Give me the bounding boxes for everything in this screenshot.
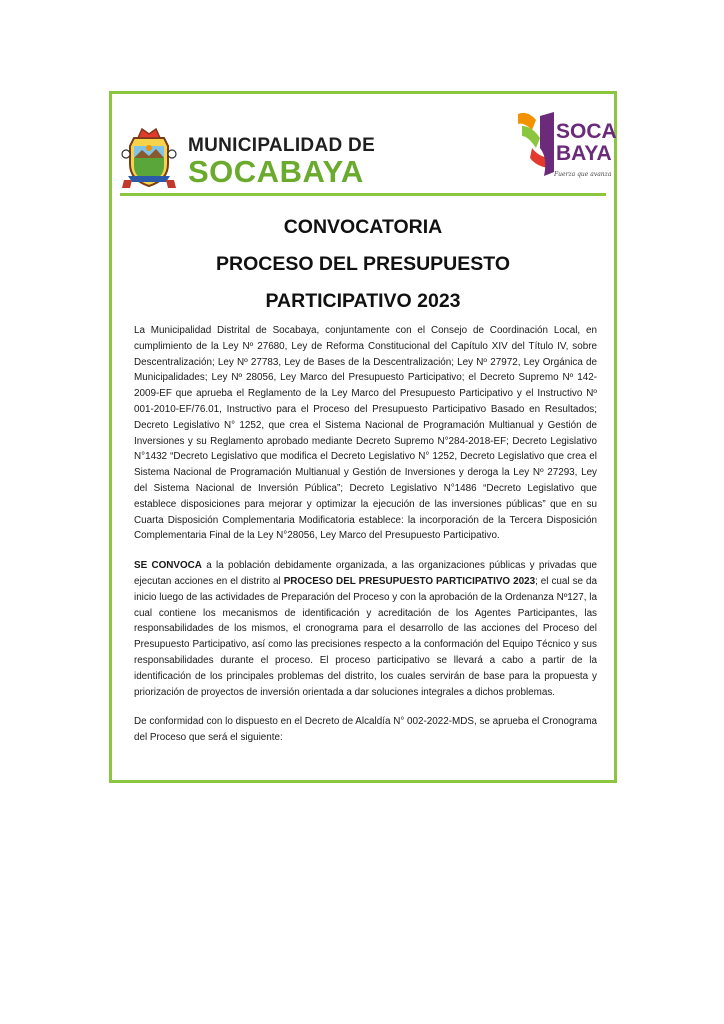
municipality-name-line2: SOCABAYA: [188, 154, 364, 189]
letterhead: [120, 106, 617, 194]
header-divider: [120, 193, 606, 196]
svg-text:Fuerza que avanza: Fuerza que avanza: [554, 171, 612, 178]
schedule-intro-paragraph: De conformidad con lo dispuesto en el Decreto de Alcaldía N° 002-2022-MDS, se aprueba el Cronograma del Proceso que será el siguiente:: [134, 716, 597, 744]
title-line-2: PROCESO DEL PRESUPUESTO: [215, 253, 510, 275]
convocation-paragraph: [134, 558, 597, 700]
svg-text:SOCA: SOCA: [556, 120, 617, 143]
convocation-lead: SE CONVOCA: [134, 560, 202, 572]
document-title: [120, 209, 606, 320]
convocation-process-name: PROCESO DEL PRESUPUESTO PARTICIPATIVO 2023: [283, 575, 536, 587]
municipality-name-line1: MUNICIPALIDAD DE: [188, 135, 376, 156]
socabaya-brand-logo-icon: [514, 108, 617, 186]
municipality-name: [188, 136, 375, 187]
title-line-3: PARTICIPATIVO 2023: [265, 290, 461, 312]
document-body: [134, 323, 597, 760]
convocation-text-1: a la población debidamente organizada, a las organizaciones públicas y privadas que ejecutan acciones en el distrito al: [134, 560, 597, 587]
legal-basis-paragraph: La Municipalidad Distrital de Socabaya, conjuntamente con el Consejo de Coordinación Local, en cumplimiento de la Ley Nº 27680, Ley de Reforma Constitucional del Capítulo XIV del Título IV, sobre Descentralización; Ley Nº 27783, Ley de Bases de la Descentralización; Ley Nº 27972, Ley Orgánica de Municipalidades; Ley Nº 28056, Ley Marco del Presupuesto Participativo; el Decreto Supremo Nº 142-2009-EF que aprueba el Reglamento de la Ley Marco del Presupuesto Participativo y el Instructivo Nº 001-2010-EF/76.01, Instructivo para el Proceso del Presupuesto Participativo Basado en Resultados; Decreto Legislativo N° 1252, que crea el Sistema Nacional de Programación Multianual y Gestión de Inversiones y su Reglamento aprobado mediante Decreto Supremo N°284-2018-EF; Decreto Legislativo N°1432 “Decreto Legislativo que modifica el Decreto Legislativo N° 1252, Decreto Legislativo que crea el Sistema Nacional de Programación Multianual y Gestión de Inversiones y deroga la Ley Nº 27293, Ley del Sistema Nacional de Inversión Pública”; Decreto Legislativo N°1486 “Decreto Legislativo que establece disposiciones para mejorar y optimizar la ejecución de las inversiones públicas” que en su Cuarta Disposición Complementaria Modificatoria establece: la incorporación de la Tercera Disposición Complementaria Final de la Ley N°28056, Ley Marco del Presupuesto Participativo.: [134, 325, 597, 542]
convocation-text-2: ; el cual se da inicio luego de las actividades de Preparación del Proceso y con la aprobación de la Ordenanza Nº127, la cual contiene los mecanismos de identificación y acreditación de los Agentes Participantes, las responsabilidades de los mismos, el cronograma para el desarrollo de las acciones del Proceso del Presupuesto Participativo, así como las precisiones respecto a la conformación del Equipo Técnico y sus responsabilidades durante el proceso. El proceso participativo se llevará a cabo a partir de la identificación de los principales problemas del distrito, los cuales servirán de base para la propuesta y priorización de proyectos de inversión orientada a dar soluciones integrales a dichos problemas.: [134, 575, 597, 698]
municipal-crest-icon: [120, 124, 178, 190]
document-frame: [109, 91, 617, 783]
svg-text:BAYA: BAYA: [556, 142, 612, 165]
title-line-1: CONVOCATORIA: [283, 216, 443, 238]
